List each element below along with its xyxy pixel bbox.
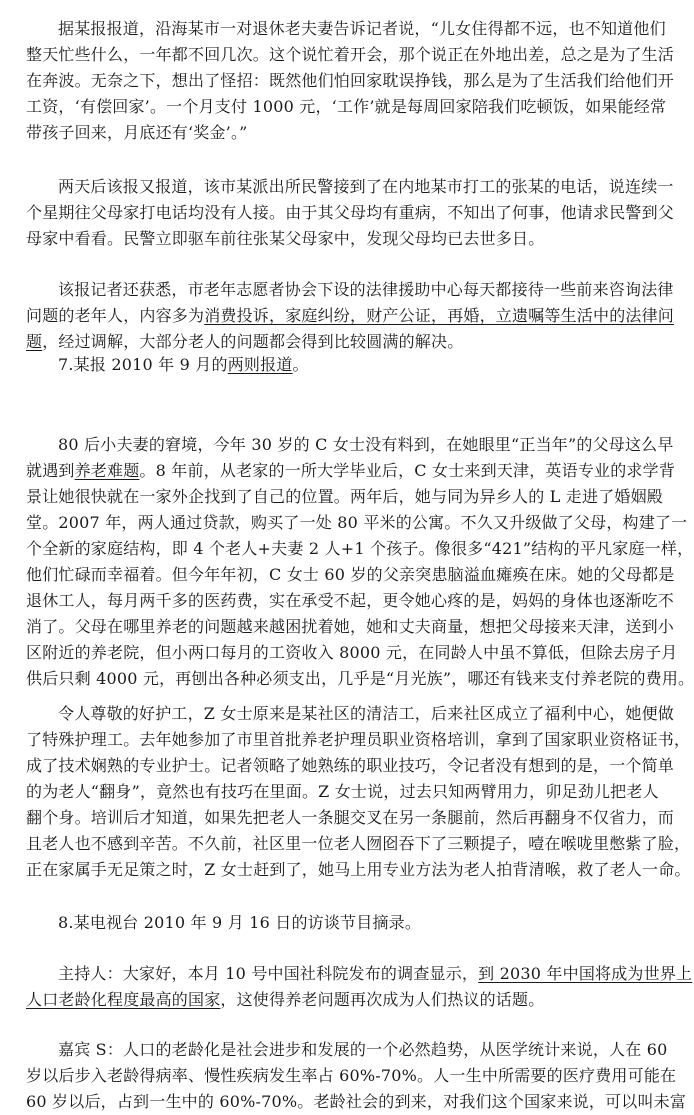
text-line: 两天后该报又报道，该市某派出所民警接到了在内地某市打工的张某的电话，说连续一	[58, 177, 674, 196]
text-line: 他们忙碌而幸福着。但今年年初，C 女士 60 岁的父亲突患脑溢血瘫痪在床。她的父母都是	[26, 565, 675, 584]
heading-item-8	[26, 910, 646, 936]
text-line: 该报记者还获悉，市老年志愿者协会下设的法律援助中心每天都接待一些前来咨询法律	[58, 280, 674, 299]
text-line: 80 后小夫妻的窘境，今年 30 岁的 C 女士没有料到，在她眼里“正当年”的父母这么早	[58, 435, 674, 454]
text-line: 堂。2007 年，两人通过贷款，购买了一处 80 平米的公寓。不久又升级做了父母，构建了一	[26, 513, 688, 532]
text-line	[26, 987, 646, 1013]
text-line: 60 岁以后，占到一生中的 60%-70%。老龄社会的到来，对我们这个国家来说，可以叫未富	[26, 1092, 687, 1111]
text-line: 8.某电视台 2010 年 9 月 16 日的访谈节目摘录。	[58, 913, 422, 932]
text-line: 令人尊敬的好护工，Z 女士原来是某社区的清洁工，后来社区成立了福利中心，她便做	[58, 704, 675, 723]
text-line: 成了技术娴熟的专业护士。记者领略了她熟练的职业技巧，令记者没有想到的是，一个简单	[26, 756, 675, 775]
paragraph-police-report	[26, 174, 675, 252]
text-line	[26, 961, 693, 987]
text-line: 岁以后步入老龄得病率、慢性疾病发生率占 60%-70%。人一生中所需要的医疗费用可能在	[26, 1066, 677, 1085]
text-span: 7.某报 2010 年 9 月的	[58, 355, 228, 374]
text-line: 据某报报道，沿海某市一对退休老夫妻告诉记者说，“儿女住得都不远，也不知道他们	[58, 19, 666, 38]
underlined-text: 人口老龄化程度最高的国家	[26, 990, 221, 1009]
text-line: 退休工人，每月两千多的医药费，实在承受不起，更令她心疼的是，妈妈的身体也逐渐吃不	[26, 591, 675, 610]
text-line	[26, 458, 676, 484]
paragraph-retired-couple	[26, 16, 675, 146]
text-line: 整天忙些什么，一年都不回几次。这个说忙着开会，那个说正在外地出差，总之是为了生活	[26, 45, 675, 64]
text-line: 了特殊护理工。去年她参加了市里首批养老护理员职业资格培训，拿到了国家职业资格证书，	[26, 730, 691, 749]
text-line	[26, 303, 675, 329]
paragraph-caregiver	[26, 701, 691, 883]
paragraph-host	[26, 961, 693, 1013]
text-line: 的为老人“翻身”，竟然也有技巧在里面。Z 女士说，过去只知两臂用力，卯足劲儿把老人	[26, 782, 659, 801]
text-line: 消了。父母在哪里养老的问题越来越困扰着她，她和丈夫商量，想把父母接来天津，送到小	[26, 617, 675, 636]
text-span: 就遇到	[26, 461, 75, 480]
underlined-text: 养老难题	[74, 461, 140, 480]
paragraph-young-couple	[26, 432, 694, 692]
text-line: 工资，‘有偿回家’。一个月支付 1000 元，‘工作’就是每周回家陪我们吃顿饭，如果能经常	[26, 97, 667, 116]
text-line: 区附近的养老院，但小两口每月的工资收入 8000 元，在同龄人中虽不算低，但除去房子月	[26, 643, 678, 662]
underlined-text: 消费投诉，家庭纠纷，财产公证，再婚，立遗嘱等生活中的法律问	[204, 306, 675, 325]
text-line: 在奔波。无奈之下，想出了怪招：既然他们怕回家耽误挣钱，那么是为了生活我们给他们开	[26, 71, 675, 90]
text-line: 带孩子回来，月底还有‘奖金’。”	[26, 123, 248, 142]
text-line: 嘉宾 S：人口的老龄化是社会进步和发展的一个必然趋势，从医学统计来说，人在 60	[58, 1040, 668, 1059]
text-span: ，这使得养老问题再次成为人们热议的话题。	[220, 990, 545, 1009]
text-line: 且老人也不感到辛苦。不久前，社区里一位老人囫囵吞下了三颗提子，噎在喉咙里憋紫了脸，	[26, 834, 691, 853]
text-line: 个全新的家庭结构，即 4 个老人+夫妻 2 人+1 个孩子。像很多“421”结构的平凡家庭一样，	[26, 539, 694, 558]
heading-item-7	[26, 352, 646, 378]
underlined-text: 到 2030 年中国将成为世界上	[478, 964, 693, 983]
text-span: ，经过调解，大部分老人的问题都会得到比较圆满的解决。	[42, 332, 464, 351]
text-line	[26, 352, 646, 378]
underlined-text: 两则报道	[227, 355, 293, 374]
paragraph-guest	[26, 1037, 687, 1115]
paragraph-legal-aid	[26, 277, 675, 355]
text-span: 主持人：大家好，本月 10 号中国社科院发布的调查显示，	[58, 964, 479, 983]
text-span: 。	[292, 355, 309, 374]
text-line: 正在家属手无足策之时，Z 女士赶到了，她马上用专业方法为老人拍背清喉，救了老人一命。	[26, 860, 691, 879]
underlined-text: 题	[26, 332, 43, 351]
text-line: 供后只剩 4000 元，再刨出各种必须支出，几乎是“月光族”，哪还有钱来支付养老院的费用。	[26, 669, 694, 688]
text-line: 母家中看看。民警立即驱车前往张某父母家中，发现父母均已去世多日。	[26, 229, 545, 248]
text-line: 个星期往父母家打电话均没有人接。由于其父母均有重病，不知出了何事，他请求民警到父	[26, 203, 675, 222]
text-span: 。8 年前，从老家的一所大学毕业后，C 女士来到天津，英语专业的求学背	[139, 461, 676, 480]
text-line: 景让她很快就在一家外企找到了自己的位置。两年后，她与同为异乡人的 L 走进了婚姻殿	[26, 487, 663, 506]
text-line: 翻个身。培训后才知道，如果先把老人一条腿交叉在另一条腿前，然后再翻身不仅省力，而	[26, 808, 675, 827]
text-span: 问题的老年人，内容多为	[26, 306, 205, 325]
